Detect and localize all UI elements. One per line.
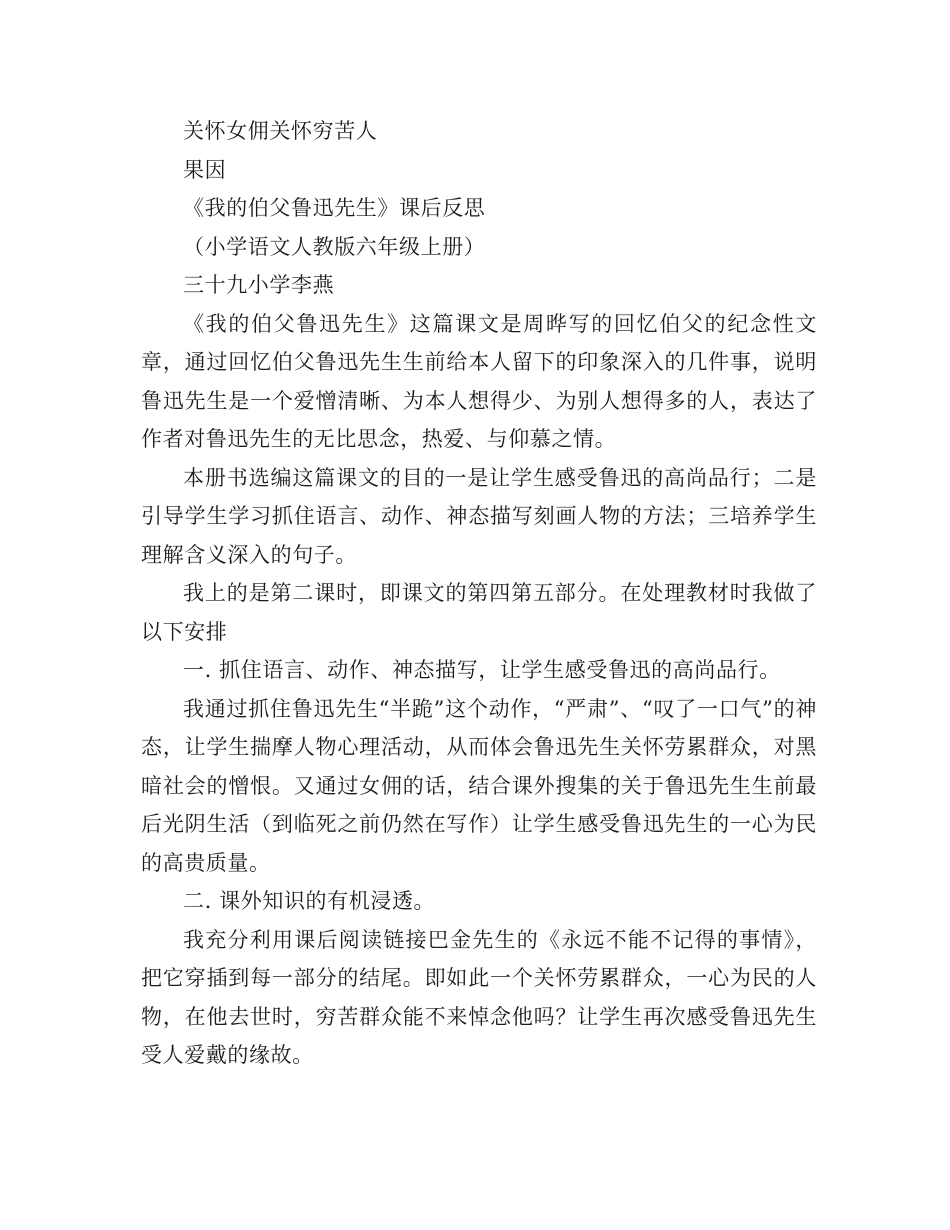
body-paragraph: 本册书选编这篇课文的目的一是让学生感受鲁迅的高尚品行；二是引导学生学习抓住语言、动作、神态描写刻画人物的方法；三培养学生理解含义深入的句子。 [141, 465, 817, 567]
body-paragraph: 《我的伯父鲁迅先生》这篇课文是周晔写的回忆伯父的纪念性文章，通过回忆伯父鲁迅先生生前给本人留下的印象深入的几件事，说明鲁迅先生是一个爱憎清晰、为本人想得少、为别人想得多的人，表达了作者对鲁迅先生的无比思念，热爱、与仰慕之情。 [141, 311, 817, 451]
heading-line: 果因 [183, 157, 227, 182]
author-line: 三十九小学李燕 [183, 273, 335, 297]
section-heading: 二. 课外知识的有机浸透。 [183, 889, 436, 913]
article-title: 《我的伯父鲁迅先生》课后反思 [183, 196, 486, 220]
body-paragraph: 我充分利用课后阅读链接巴金先生的《永远不能不记得的事情》，把它穿插到每一部分的结尾。即如此一个关怀劳累群众，一心为民的人物，在他去世时，穷苦群众能不来悼念他吗？让学生再次感受鲁迅先生受人爱戴的缘故。 [141, 927, 817, 1067]
article-subtitle: （小学语文人教版六年级上册） [183, 234, 486, 259]
body-paragraph: 我上的是第二课时，即课文的第四第五部分。在处理教材时我做了以下安排 [141, 581, 817, 644]
section-heading: 一. 抓住语言、动作、神态描写，让学生感受鲁迅的高尚品行。 [183, 658, 781, 682]
body-paragraph: 我通过抓住鲁迅先生“半跪”这个动作，“严肃”、“叹了一口气”的神态，让学生揣摩人物心理活动，从而体会鲁迅先生关怀劳累群众，对黑暗社会的憎恨。又通过女佣的话，结合课外搜集的关于鲁迅先生生前最后光阴生活（到临死之前仍然在写作）让学生感受鲁迅先生的一心为民的高贵质量。 [141, 696, 817, 875]
document-body [141, 112, 817, 1075]
heading-line: 关怀女佣关怀穷苦人 [183, 119, 378, 143]
